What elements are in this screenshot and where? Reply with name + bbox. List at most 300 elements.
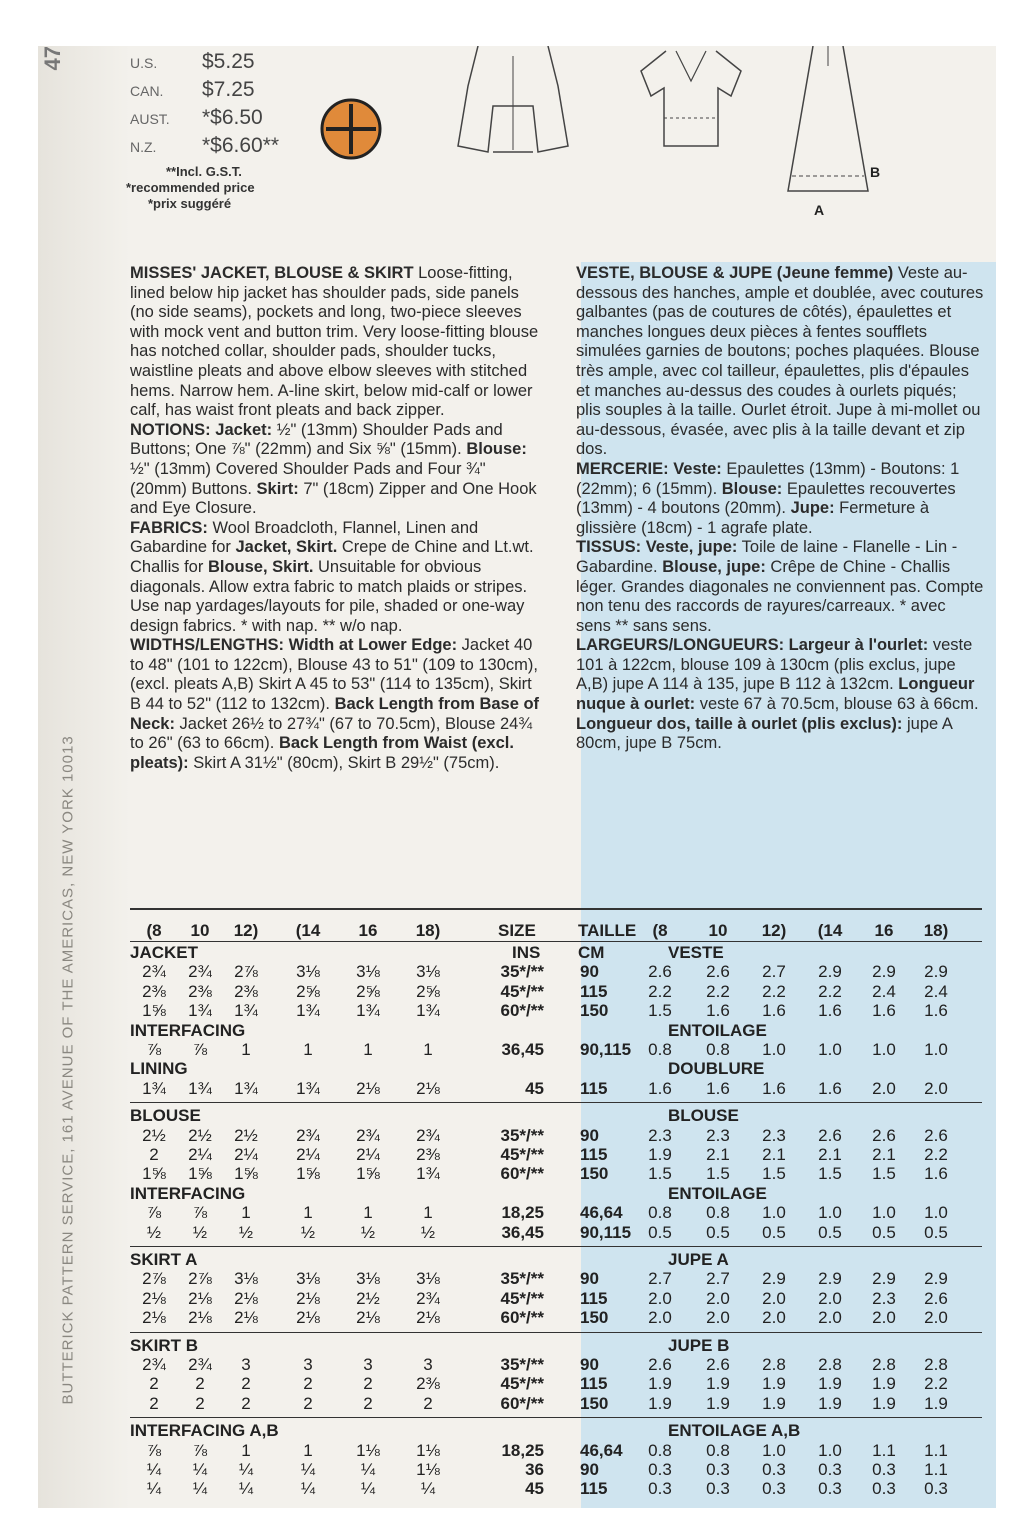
price-note: *prix suggéré xyxy=(148,196,232,211)
group-heading-row xyxy=(38,1336,996,1356)
meterage-cell: 2.1 xyxy=(818,1145,842,1164)
group-heading-row xyxy=(38,1059,996,1079)
meterage-cell: 0.3 xyxy=(706,1479,730,1499)
meterage-cell: 2.2 xyxy=(818,981,842,1001)
meterage-cell: 0.3 xyxy=(706,1460,730,1479)
taille-header-label: TAILLE xyxy=(578,921,637,940)
meterage-cell: 0.5 xyxy=(648,1222,672,1242)
yardage-cell: 1¾ xyxy=(416,1164,440,1184)
meterage-cell: 0.3 xyxy=(872,1460,896,1479)
fabric-width-cm: 115 xyxy=(580,1374,608,1394)
fabric-width-ins: 60*/** xyxy=(500,1308,544,1328)
yardage-cell: 2 xyxy=(195,1374,205,1394)
yardage-cell: 2 xyxy=(149,1145,159,1164)
yardage-cell: 2¾ xyxy=(142,962,166,982)
meterage-cell: 2.1 xyxy=(872,1145,896,1164)
taille-header: 12) xyxy=(761,921,787,940)
yardage-cell: ¼ xyxy=(360,1479,376,1499)
group-heading-fr: ENTOILAGE A,B xyxy=(668,1421,801,1441)
meterage-cell: 1.1 xyxy=(872,1440,896,1460)
meterage-cell: 2.2 xyxy=(924,1374,948,1394)
yardage-cell: 2¼ xyxy=(356,1145,380,1164)
group-heading-row xyxy=(38,1021,996,1041)
table-row xyxy=(38,1460,996,1480)
view-label-b: B xyxy=(870,164,881,180)
yardage-cell: 1¾ xyxy=(234,1078,258,1098)
group-heading-fr: BLOUSE xyxy=(668,1106,739,1126)
group-heading-en: INTERFACING xyxy=(130,1183,246,1203)
meterage-cell: 1.5 xyxy=(818,1164,842,1184)
meterage-cell: 2.6 xyxy=(706,1355,730,1374)
meterage-cell: 1.6 xyxy=(648,1078,672,1098)
yardage-cell: 2⅝ xyxy=(356,981,380,1001)
meterage-cell: 1.0 xyxy=(924,1040,948,1059)
description-paragraph xyxy=(576,636,984,754)
meterage-cell: 2.6 xyxy=(818,1125,842,1145)
yardage-cell: ⅞ xyxy=(192,1440,208,1460)
yardage-cell: 1⅝ xyxy=(356,1164,380,1184)
description-subheading: Blouse: xyxy=(721,479,783,498)
ins-label: INS xyxy=(512,943,541,962)
taille-header: (14 xyxy=(817,921,843,940)
yardage-cell: ⅞ xyxy=(146,1440,162,1460)
yardage-cell: ¼ xyxy=(238,1460,254,1479)
yardage-cell: ¼ xyxy=(192,1479,208,1499)
meterage-cell: 1.0 xyxy=(872,1040,896,1059)
yardage-cell: 3⅛ xyxy=(356,1269,380,1289)
meterage-cell: 2.0 xyxy=(706,1288,730,1308)
yardage-cell: ¼ xyxy=(238,1479,254,1499)
meterage-cell: 2.3 xyxy=(762,1125,786,1145)
table-row xyxy=(38,1289,996,1309)
table-rule xyxy=(130,908,982,910)
meterage-cell: 2.6 xyxy=(648,962,672,982)
yardage-cell: 2⅛ xyxy=(356,1308,380,1328)
fabric-width-ins: 35*/** xyxy=(500,1355,544,1374)
fabric-width-cm: 90 xyxy=(580,1125,599,1145)
size-header: 16 xyxy=(358,921,378,940)
yardage-cell: 1⅝ xyxy=(142,1001,166,1021)
description-paragraph xyxy=(130,636,542,773)
meterage-cell: 1.6 xyxy=(706,1001,730,1021)
meterage-cell: 1.0 xyxy=(818,1040,842,1059)
description-text: Veste, jupe: Toile de laine - Flanelle - Lin - Gabardine. Blouse, jupe: Crêpe de Chine - Challis léger. Grandes diagonales ne conviennent pas. Compte non tenu des raccords de rayures/carreaux. * avec sens ** sans sens. xyxy=(576,538,984,635)
yardage-cell: 2 xyxy=(149,1374,159,1394)
meterage-cell: 1.9 xyxy=(648,1374,672,1394)
yardage-cell: 1⅛ xyxy=(356,1440,380,1460)
table-row xyxy=(38,1145,996,1165)
group-heading-row xyxy=(38,1250,996,1270)
fabric-width-cm: 90 xyxy=(580,1460,599,1479)
yardage-cell: ½ xyxy=(360,1222,376,1242)
group-heading-fr: ENTOILAGE xyxy=(668,1020,767,1040)
yardage-cell: 2 xyxy=(363,1374,373,1394)
yardage-cell: ¼ xyxy=(420,1479,436,1499)
yardage-cell: 1 xyxy=(303,1040,313,1059)
yardage-cell: 2⅛ xyxy=(188,1308,212,1328)
fabric-width-ins: 45*/** xyxy=(500,1288,544,1308)
meterage-cell: 1.6 xyxy=(818,1001,842,1021)
yardage-cell: 2 xyxy=(241,1393,251,1413)
yardage-cell: ⅞ xyxy=(146,1203,162,1223)
meterage-cell: 1.0 xyxy=(762,1440,786,1460)
yardage-cell: 1⅝ xyxy=(296,1164,320,1184)
yardage-cell: 2½ xyxy=(142,1125,166,1145)
meterage-cell: 2.9 xyxy=(872,1269,896,1289)
yardage-cell: 3 xyxy=(241,1355,251,1374)
publisher-imprint: BUTTERICK PATTERN SERVICE, 161 AVENUE OF THE AMERICAS, NEW YORK 10013 xyxy=(59,735,77,1405)
price-note: *recommended price xyxy=(126,180,255,195)
meterage-cell: 0.8 xyxy=(648,1040,672,1059)
group-separator xyxy=(130,1332,982,1333)
yardage-cell: 1 xyxy=(303,1203,313,1223)
meterage-cell: 0.3 xyxy=(818,1479,842,1499)
yardage-cell: 1 xyxy=(241,1040,251,1059)
yardage-cell: ¼ xyxy=(192,1460,208,1479)
yardage-cell: 2 xyxy=(363,1393,373,1413)
yardage-cell: 2⅛ xyxy=(296,1308,320,1328)
group-heading-row xyxy=(38,1106,996,1126)
meterage-cell: 0.5 xyxy=(924,1222,948,1242)
description-subheading: Veste: xyxy=(673,459,722,478)
meterage-cell: 0.3 xyxy=(762,1460,786,1479)
fabric-width-ins: 36,45 xyxy=(501,1040,544,1059)
yardage-cell: 1 xyxy=(423,1203,433,1223)
meterage-cell: 2.8 xyxy=(872,1355,896,1374)
meterage-cell: 0.8 xyxy=(706,1040,730,1059)
fabric-width-cm: 115 xyxy=(580,1145,608,1164)
fabric-width-ins: 45*/** xyxy=(500,1374,544,1394)
meterage-cell: 2.1 xyxy=(706,1145,730,1164)
meterage-cell: 1.0 xyxy=(762,1040,786,1059)
yardage-cell: 2⅜ xyxy=(142,981,166,1001)
price-country: AUST. xyxy=(130,111,170,127)
yardage-cell: 3 xyxy=(423,1355,433,1374)
yardage-cell: 2⅛ xyxy=(234,1308,258,1328)
yardage-cell: ¼ xyxy=(146,1479,162,1499)
yardage-cell: 1¾ xyxy=(234,1001,258,1021)
description-paragraph xyxy=(576,460,984,538)
meterage-cell: 1.6 xyxy=(706,1078,730,1098)
meterage-cell: 2.0 xyxy=(924,1078,948,1098)
group-heading-row xyxy=(38,1421,996,1441)
yardage-cell: 2⅛ xyxy=(416,1078,440,1098)
size-header: 12) xyxy=(233,921,259,940)
yardage-cell: 3 xyxy=(363,1355,373,1374)
meterage-cell: 1.0 xyxy=(924,1203,948,1223)
yardage-cell: 2⅜ xyxy=(416,1374,440,1394)
group-separator xyxy=(130,1246,982,1247)
meterage-cell: 1.5 xyxy=(762,1164,786,1184)
meterage-cell: 2.3 xyxy=(872,1288,896,1308)
yardage-cell: 2¾ xyxy=(416,1125,440,1145)
fabric-width-cm: 90,115 xyxy=(580,1040,632,1059)
yardage-cell: 2 xyxy=(241,1374,251,1394)
price-value: $5.25 xyxy=(202,50,255,73)
yardage-cell: 2⅛ xyxy=(356,1078,380,1098)
meterage-cell: 2.8 xyxy=(818,1355,842,1374)
yardage-cell: ⅞ xyxy=(192,1203,208,1223)
description-text: Veste au-dessous des hanches, ample et doublée, avec coutures galbantes (pas de coutures de côtés), épaulettes et manches longues deux pièces à fentes soufflets simulées garnies de boutons; poches plaquées. Blouse très ample, avec col tailleur, épaulettes, plis d'épaules et manches au-dessus des coudes à ourlets piqués; plis souples à la taille. Ourlet étroit. Jupe à mi-mollet ou au-dessous, évasée, avec plis à la taille devant et zip dos. xyxy=(576,264,984,459)
fabric-width-cm: 150 xyxy=(580,1001,609,1021)
meterage-cell: 1.0 xyxy=(818,1203,842,1223)
price-row xyxy=(130,106,263,130)
table-rule xyxy=(130,941,982,942)
yardage-cell: 1¾ xyxy=(188,1001,212,1021)
yardage-cell: 1¾ xyxy=(188,1078,212,1098)
group-separator xyxy=(130,1102,982,1103)
meterage-cell: 2.3 xyxy=(706,1125,730,1145)
yardage-cell: ½ xyxy=(192,1222,208,1242)
meterage-cell: 2.9 xyxy=(818,1269,842,1289)
meterage-cell: 2.9 xyxy=(924,1269,948,1289)
meterage-cell: 2.0 xyxy=(762,1288,786,1308)
meterage-cell: 1.5 xyxy=(706,1164,730,1184)
yardage-cell: ½ xyxy=(238,1222,254,1242)
group-heading-fr: DOUBLURE xyxy=(668,1059,765,1079)
description-paragraph xyxy=(576,264,984,460)
description-paragraph xyxy=(130,421,542,519)
yardage-cell: 1 xyxy=(363,1040,373,1059)
fabric-width-cm: 115 xyxy=(580,1288,608,1308)
description-subheading: Back Length from Base of Neck: xyxy=(130,695,540,733)
yardage-cell: 1¾ xyxy=(142,1078,166,1098)
meterage-cell: 2.0 xyxy=(648,1308,672,1328)
pattern-number: 47 xyxy=(40,46,65,71)
table-row xyxy=(38,1355,996,1375)
meterage-cell: 2.3 xyxy=(648,1125,672,1145)
yardage-cell: 2½ xyxy=(234,1125,258,1145)
meterage-cell: 2.9 xyxy=(872,962,896,982)
meterage-cell: 0.3 xyxy=(924,1479,948,1499)
fabric-width-cm: 150 xyxy=(580,1393,609,1413)
table-row xyxy=(38,1479,996,1499)
group-heading-en: LINING xyxy=(130,1059,188,1079)
yardage-cell: 2⅛ xyxy=(234,1288,258,1308)
description-heading: TISSUS: xyxy=(576,538,642,557)
yardage-cell: 1 xyxy=(363,1203,373,1223)
fabric-width-cm: 90 xyxy=(580,962,599,982)
meterage-cell: 0.8 xyxy=(648,1440,672,1460)
yardage-cell: 2⅛ xyxy=(416,1308,440,1328)
meterage-cell: 1.9 xyxy=(762,1374,786,1394)
table-row xyxy=(38,962,996,982)
meterage-cell: 2.0 xyxy=(818,1308,842,1328)
fabric-width-cm: 150 xyxy=(580,1308,609,1328)
fabric-width-ins: 45*/** xyxy=(500,981,544,1001)
description-heading: MERCERIE: xyxy=(576,459,669,478)
fabric-width-ins: 18,25 xyxy=(501,1203,544,1223)
yardage-cell: 2¾ xyxy=(416,1288,440,1308)
price-row xyxy=(130,50,255,74)
meterage-cell: 0.5 xyxy=(818,1222,842,1242)
yardage-cell: 3⅛ xyxy=(356,962,380,982)
meterage-cell: 1.9 xyxy=(706,1393,730,1413)
table-row xyxy=(38,1203,996,1223)
meterage-cell: 0.5 xyxy=(762,1222,786,1242)
yardage-cell: ¼ xyxy=(360,1460,376,1479)
fabric-width-ins: 45 xyxy=(525,1479,544,1499)
fabric-width-cm: 115 xyxy=(580,1078,608,1098)
yardage-cell: 2½ xyxy=(188,1125,212,1145)
description-heading: FABRICS: xyxy=(130,518,208,537)
meterage-cell: 2.9 xyxy=(762,1269,786,1289)
description-text: Jacket: ½" (13mm) Shoulder Pads and Buttons; One ⅞" (22mm) and Six ⅝" (15mm). Blouse: ½" (13mm) Covered Shoulder Pads and Four ¾" (20mm) Buttons. Skirt: 7" (18cm) Zipper and One Hook and Eye Closure. xyxy=(130,420,537,518)
skirt-sketch xyxy=(778,46,881,196)
french-description xyxy=(576,264,984,754)
description-text: Wool Broadcloth, Flannel, Linen and Gabardine for Jacket, Skirt. Crepe de Chine and Lt.wt. Challis for Blouse, Skirt. Unsuitable for obvious diagonals. Allow extra fabric to match plaids or stripes. Use nap yardages/layouts for pile, shaded or one-way design fabrics. * with nap. ** w/o nap. xyxy=(130,518,534,635)
group-heading-row xyxy=(38,1184,996,1204)
fabric-width-cm: 46,64 xyxy=(580,1203,623,1223)
taille-header: 16 xyxy=(874,921,894,940)
meterage-cell: 1.5 xyxy=(648,1164,672,1184)
group-heading-en: INTERFACING A,B xyxy=(130,1421,279,1441)
meterage-cell: 0.3 xyxy=(818,1460,842,1479)
description-heading: NOTIONS: xyxy=(130,420,211,439)
yardage-cell: 1⅛ xyxy=(416,1440,440,1460)
yardage-cell: 3⅛ xyxy=(234,1269,258,1289)
meterage-cell: 1.0 xyxy=(872,1203,896,1223)
meterage-cell: 2.0 xyxy=(706,1308,730,1328)
meterage-cell: 1.9 xyxy=(872,1393,896,1413)
yardage-cell: 2⅜ xyxy=(416,1145,440,1164)
size-header-label: SIZE xyxy=(498,921,536,940)
taille-header: 18) xyxy=(923,921,949,940)
price-value: *$6.50 xyxy=(202,106,263,129)
description-subheading: Jacket, Skirt. xyxy=(235,538,338,557)
meterage-cell: 2.8 xyxy=(762,1355,786,1374)
view-label-a: A xyxy=(814,202,825,218)
meterage-cell: 2.6 xyxy=(924,1125,948,1145)
yardage-cell: 1¾ xyxy=(296,1078,320,1098)
meterage-cell: 1.9 xyxy=(818,1374,842,1394)
table-row xyxy=(38,982,996,1002)
yardage-cell: 1¾ xyxy=(416,1001,440,1021)
cm-label: CM xyxy=(578,943,605,962)
fabric-width-cm: 46,64 xyxy=(580,1440,623,1460)
description-heading: MISSES' JACKET, BLOUSE & SKIRT xyxy=(130,264,414,282)
yardage-cell: 2¾ xyxy=(188,962,212,982)
fabric-width-ins: 18,25 xyxy=(501,1440,544,1460)
meterage-cell: 1.1 xyxy=(924,1440,948,1460)
description-text: veste 101 à 122cm, blouse 109 à 130cm (plis exclus, jupe A,B) jupe A 114 à 135, jupe B 112 à 132cm. Longueur nuque à ourlet: veste 67 à 70.5cm, blouse 63 à 66cm. Longueur dos, taille à ourlet (plis exclus): jupe A 80cm, jupe B 75cm. xyxy=(576,636,979,753)
group-heading-fr: JUPE B xyxy=(668,1335,730,1355)
meterage-cell: 1.9 xyxy=(648,1393,672,1413)
yardage-cell: 2 xyxy=(195,1393,205,1413)
description-heading: LARGEURS/LONGUEURS: Largeur à l'ourlet: xyxy=(576,636,929,655)
pattern-envelope-back xyxy=(38,46,996,1508)
group-heading-en: JACKET xyxy=(130,943,199,962)
taille-header: (8 xyxy=(652,921,668,940)
meterage-cell: 1.6 xyxy=(762,1001,786,1021)
fabric-width-ins: 35*/** xyxy=(500,1269,544,1289)
yardage-cell: 2⅛ xyxy=(188,1288,212,1308)
table-row xyxy=(38,1269,996,1289)
yardage-cell: ¼ xyxy=(300,1479,316,1499)
meterage-cell: 0.5 xyxy=(706,1222,730,1242)
yardage-cell: 3 xyxy=(303,1355,313,1374)
size-header: (14 xyxy=(295,921,321,940)
yardage-cell: 2⅛ xyxy=(142,1308,166,1328)
meterage-cell: 2.9 xyxy=(924,962,948,982)
meterage-cell: 1.5 xyxy=(648,1001,672,1021)
yardage-cell: 2⅞ xyxy=(142,1269,166,1289)
fabric-width-cm: 115 xyxy=(580,981,608,1001)
table-row xyxy=(38,1441,996,1461)
group-separator xyxy=(130,1417,982,1418)
description-subheading: Jupe: xyxy=(790,499,835,518)
fabric-width-ins: 35*/** xyxy=(500,962,544,982)
table-row xyxy=(38,1394,996,1414)
meterage-cell: 2.1 xyxy=(762,1145,786,1164)
english-description xyxy=(130,264,542,773)
description-subheading: Blouse: xyxy=(466,440,527,459)
meterage-cell: 2.4 xyxy=(872,981,896,1001)
meterage-cell: 1.6 xyxy=(762,1078,786,1098)
table-header-row xyxy=(38,921,996,941)
meterage-cell: 2.2 xyxy=(924,1145,948,1164)
yardage-cell: ⅞ xyxy=(146,1040,162,1059)
meterage-cell: 2.8 xyxy=(924,1355,948,1374)
yardage-cell: 2⅞ xyxy=(188,1269,212,1289)
meterage-cell: 0.8 xyxy=(648,1203,672,1223)
size-header: 10 xyxy=(190,921,210,940)
meterage-cell: 2.2 xyxy=(762,981,786,1001)
yardage-cell: 3⅛ xyxy=(416,1269,440,1289)
fabric-width-cm: 150 xyxy=(580,1164,609,1184)
meterage-cell: 2.2 xyxy=(648,981,672,1001)
yardage-cell: ½ xyxy=(420,1222,436,1242)
yardage-cell: ⅞ xyxy=(192,1040,208,1059)
jacket-sketch xyxy=(438,46,588,156)
meterage-cell: 2.2 xyxy=(706,981,730,1001)
yardage-cell: 1⅛ xyxy=(416,1460,440,1479)
yardage-cell: 2½ xyxy=(356,1288,380,1308)
meterage-cell: 0.3 xyxy=(648,1460,672,1479)
yardage-cell: 2¾ xyxy=(188,1355,212,1374)
fabric-width-ins: 60*/** xyxy=(500,1001,544,1021)
meterage-cell: 2.0 xyxy=(818,1288,842,1308)
meterage-cell: 2.7 xyxy=(648,1269,672,1289)
fabric-width-ins: 35*/** xyxy=(500,1125,544,1145)
meterage-cell: 2.0 xyxy=(762,1308,786,1328)
description-subheading: Skirt: xyxy=(256,479,299,498)
yardage-cell: 2¾ xyxy=(142,1355,166,1374)
description-text: Loose-fitting, lined below hip jacket has shoulder pads, side panels (no side seams), pockets and long, two-piece sleeves with mock vent and button trim. Very loose-fitting blouse has notched collar, shoulder pads, shoulder tucks, waistline pleats and above elbow sleeves with stitched hems. Narrow hem. A-line skirt, below mid-calf or lower calf, has waist front pleats and back zipper. xyxy=(130,264,539,420)
description-heading: VESTE, BLOUSE & JUPE (Jeune femme) xyxy=(576,264,894,282)
meterage-cell: 2.0 xyxy=(648,1288,672,1308)
description-heading: WIDTHS/LENGTHS: Width at Lower Edge: xyxy=(130,636,458,655)
fabric-width-ins: 36 xyxy=(525,1460,544,1479)
group-heading-en: BLOUSE xyxy=(130,1106,201,1126)
meterage-cell: 1.0 xyxy=(818,1440,842,1460)
meterage-cell: 1.9 xyxy=(762,1393,786,1413)
meterage-cell: 2.6 xyxy=(648,1355,672,1374)
meterage-cell: 2.4 xyxy=(924,981,948,1001)
yardage-cell: 1⅝ xyxy=(188,1164,212,1184)
yardage-cell: 2 xyxy=(149,1393,159,1413)
yardage-cell: 1 xyxy=(241,1203,251,1223)
meterage-cell: 2.0 xyxy=(924,1308,948,1328)
group-heading-en: SKIRT B xyxy=(130,1335,198,1355)
price-country: CAN. xyxy=(130,83,164,99)
table-row xyxy=(38,1001,996,1021)
description-text: Jacket 40 to 48" (101 to 122cm), Blouse 43 to 51" (109 to 130cm), (excl. pleats A,B) Skirt A 45 to 53" (114 to 135cm), Skirt B 44 to 52" (112 to 132cm). Back Length from Base of Neck: Jacket 26½ to 27¾" (67 to 70.5cm), Blouse 24¾ to 26" (63 to 66cm). Back Length from Waist (excl. pleats): Skirt A 31½" (80cm), Skirt B 29½" (75cm). xyxy=(130,636,540,772)
yardage-cell: 2 xyxy=(423,1393,433,1413)
butterick-logo-icon xyxy=(320,98,382,160)
meterage-cell: 2.7 xyxy=(706,1269,730,1289)
description-subheading: Blouse, Skirt. xyxy=(207,557,314,576)
